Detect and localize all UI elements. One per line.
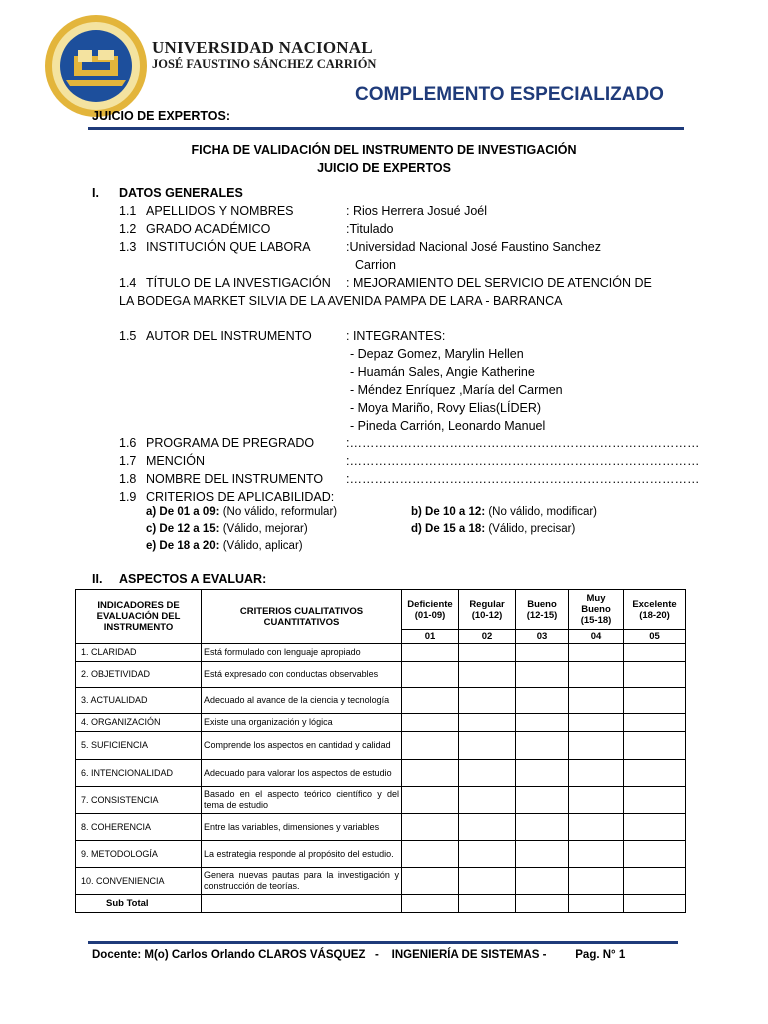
document-title: COMPLEMENTO ESPECIALIZADO <box>355 84 664 105</box>
university-name: UNIVERSIDAD NACIONAL <box>152 38 373 57</box>
score-cell[interactable] <box>624 895 686 913</box>
field-num: 1.7 <box>119 454 137 468</box>
score-cell[interactable] <box>402 644 459 662</box>
scale-code: 05 <box>624 630 686 644</box>
criterio-cell: Basado en el aspecto teórico científico y del tema de estudio <box>202 787 402 814</box>
score-cell[interactable] <box>459 787 516 814</box>
field-label: TÍTULO DE LA INVESTIGACIÓN <box>146 276 331 290</box>
field-num: 1.2 <box>119 222 137 236</box>
score-cell[interactable] <box>516 760 569 787</box>
field-value: : MEJORAMIENTO DEL SERVICIO DE ATENCIÓN DE <box>346 276 652 290</box>
indicador-cell: 1. CLARIDAD <box>76 644 202 662</box>
score-cell[interactable] <box>624 760 686 787</box>
score-cell[interactable] <box>624 644 686 662</box>
score-cell[interactable] <box>624 714 686 732</box>
footer-text: Docente: M(o) Carlos Orlando CLAROS VÁSQUEZ - INGENIERÍA DE SISTEMAS - Pag. N° 1 <box>92 949 626 961</box>
scale-code: 02 <box>459 630 516 644</box>
score-cell[interactable] <box>516 714 569 732</box>
header-scale: Deficiente (01-09) <box>402 590 459 630</box>
score-cell[interactable] <box>402 841 459 868</box>
score-cell[interactable] <box>402 760 459 787</box>
indicador-cell: 4. ORGANIZACIÓN <box>76 714 202 732</box>
form-title-line1: FICHA DE VALIDACIÓN DEL INSTRUMENTO DE INVESTIGACIÓN <box>191 143 577 157</box>
score-cell[interactable] <box>459 688 516 714</box>
field-label: MENCIÓN <box>146 454 206 468</box>
score-cell[interactable] <box>459 662 516 688</box>
scale-code: 03 <box>516 630 569 644</box>
score-cell[interactable] <box>516 644 569 662</box>
field-num: 1.8 <box>119 472 137 486</box>
score-cell[interactable] <box>569 787 624 814</box>
criterio-item: b) De 10 a 12: (No válido, modificar) <box>411 506 597 518</box>
score-cell[interactable] <box>459 714 516 732</box>
score-cell[interactable] <box>569 688 624 714</box>
score-cell[interactable] <box>459 841 516 868</box>
table-row <box>76 662 686 688</box>
field-label: NOMBRE DEL INSTRUMENTO <box>146 472 324 486</box>
score-cell[interactable] <box>516 868 569 895</box>
score-cell[interactable] <box>402 688 459 714</box>
score-cell[interactable] <box>402 714 459 732</box>
evaluation-table <box>75 589 686 913</box>
score-cell[interactable] <box>569 732 624 760</box>
score-cell[interactable] <box>569 760 624 787</box>
field-num: 1.9 <box>119 490 137 504</box>
criterio-cell: Comprende los aspectos en cantidad y calidad <box>202 732 402 760</box>
score-cell[interactable] <box>402 895 459 913</box>
table-row <box>76 732 686 760</box>
criterio-cell: Entre las variables, dimensiones y variables <box>202 814 402 841</box>
score-cell[interactable] <box>624 814 686 841</box>
score-cell[interactable] <box>516 732 569 760</box>
integrante-item: - Depaz Gomez, Marylin Hellen <box>350 347 524 361</box>
score-cell[interactable] <box>624 732 686 760</box>
score-cell[interactable] <box>459 814 516 841</box>
criterio-cell: Adecuado al avance de la ciencia y tecnología <box>202 688 402 714</box>
score-cell[interactable] <box>402 787 459 814</box>
score-cell[interactable] <box>459 895 516 913</box>
section-number: I. <box>92 186 99 200</box>
criterio-item: a) De 01 a 09: (No válido, reformular) <box>146 506 338 518</box>
score-cell[interactable] <box>516 841 569 868</box>
university-seal-logo <box>44 14 148 118</box>
table-row <box>76 760 686 787</box>
score-cell[interactable] <box>516 895 569 913</box>
criterio-item: d) De 15 a 18: (Válido, precisar) <box>411 523 576 535</box>
field-value: : INTEGRANTES: <box>346 329 446 343</box>
section-title: ASPECTOS A EVALUAR: <box>119 572 267 586</box>
score-cell[interactable] <box>569 841 624 868</box>
indicador-cell: 5. SUFICIENCIA <box>76 732 202 760</box>
score-cell[interactable] <box>624 787 686 814</box>
criterio-item: e) De 18 a 20: (Válido, aplicar) <box>146 540 303 552</box>
indicador-cell: 9. METODOLOGÍA <box>76 841 202 868</box>
field-num: 1.6 <box>119 436 137 450</box>
field-num: 1.4 <box>119 276 137 290</box>
criterio-cell: Genera nuevas pautas para la investigación y construcción de teorías. <box>202 868 402 895</box>
header-scale: Bueno (12-15) <box>516 590 569 630</box>
field-label: PROGRAMA DE PREGRADO <box>146 436 315 450</box>
score-cell[interactable] <box>624 662 686 688</box>
score-cell[interactable] <box>569 644 624 662</box>
score-cell[interactable] <box>459 760 516 787</box>
table-row <box>76 868 686 895</box>
subtotal-label: Sub Total <box>76 895 202 913</box>
scale-code: 01 <box>402 630 459 644</box>
subtotal-blank <box>202 895 402 913</box>
integrante-item: - Huamán Sales, Angie Katherine <box>350 365 535 379</box>
criterio-cell: La estrategia responde al propósito del estudio. <box>202 841 402 868</box>
indicador-cell: 7. CONSISTENCIA <box>76 787 202 814</box>
field-label: AUTOR DEL INSTRUMENTO <box>146 329 312 343</box>
header-divider <box>88 127 684 130</box>
table-row <box>76 814 686 841</box>
field-value: :Titulado <box>346 222 394 236</box>
score-cell[interactable] <box>569 868 624 895</box>
criterio-cell: Está expresado con conductas observables <box>202 662 402 688</box>
table-row <box>76 714 686 732</box>
field-num: 1.1 <box>119 204 137 218</box>
field-blank: :………………………………………………………………………… <box>346 454 700 468</box>
score-cell[interactable] <box>516 787 569 814</box>
field-label: GRADO ACADÉMICO <box>146 222 271 236</box>
field-blank: :………………………………………………………………………… <box>346 472 700 486</box>
table-row <box>76 688 686 714</box>
field-num: 1.3 <box>119 240 137 254</box>
score-cell[interactable] <box>569 714 624 732</box>
score-cell[interactable] <box>569 814 624 841</box>
score-cell[interactable] <box>459 644 516 662</box>
integrante-item: - Méndez Enríquez ,María del Carmen <box>350 383 563 397</box>
university-subname: JOSÉ FAUSTINO SÁNCHEZ CARRIÓN <box>152 57 377 71</box>
score-cell[interactable] <box>516 688 569 714</box>
score-cell[interactable] <box>402 732 459 760</box>
table-row <box>76 841 686 868</box>
field-value: : Rios Herrera Josué Joél <box>346 204 488 218</box>
score-cell[interactable] <box>516 662 569 688</box>
score-cell[interactable] <box>459 868 516 895</box>
indicador-cell: 10. CONVENIENCIA <box>76 868 202 895</box>
header-criterios: CRITERIOS CUALITATIVOS CUANTITATIVOS <box>202 590 402 644</box>
section-number: II. <box>92 572 103 586</box>
field-label: INSTITUCIÓN QUE LABORA <box>146 240 311 254</box>
field-blank: :………………………………………………………………………… <box>346 436 700 450</box>
score-cell[interactable] <box>459 732 516 760</box>
indicador-cell: 2. OBJETIVIDAD <box>76 662 202 688</box>
subtotal-row <box>76 895 686 913</box>
field-value: :Universidad Nacional José Faustino Sanchez <box>346 240 601 254</box>
integrante-item: - Moya Mariño, Rovy Elias(LÍDER) <box>350 401 542 415</box>
scale-code: 04 <box>569 630 624 644</box>
integrante-item: - Pineda Carrión, Leonardo Manuel <box>350 419 546 433</box>
score-cell[interactable] <box>624 688 686 714</box>
score-cell[interactable] <box>402 662 459 688</box>
field-num: 1.5 <box>119 329 137 343</box>
score-cell[interactable] <box>624 868 686 895</box>
field-value-continued: Carrion <box>355 258 396 272</box>
section-title: DATOS GENERALES <box>119 186 243 200</box>
criterio-cell: Está formulado con lenguaje apropiado <box>202 644 402 662</box>
table-row <box>76 787 686 814</box>
table-row <box>76 644 686 662</box>
header-indicadores: INDICADORES DE EVALUACIÓN DEL INSTRUMENTO <box>76 590 202 644</box>
score-cell[interactable] <box>402 814 459 841</box>
field-value-continued: LA BODEGA MARKET SILVIA DE LA AVENIDA PAMPA DE LARA - BARRANCA <box>119 294 563 308</box>
indicador-cell: 3. ACTUALIDAD <box>76 688 202 714</box>
field-label: CRITERIOS DE APLICABILIDAD: <box>146 490 335 504</box>
header-scale: Excelente (18-20) <box>624 590 686 630</box>
score-cell[interactable] <box>402 868 459 895</box>
field-label: APELLIDOS Y NOMBRES <box>146 204 294 218</box>
indicador-cell: 8. COHERENCIA <box>76 814 202 841</box>
document-subtitle: JUICIO DE EXPERTOS: <box>92 109 230 123</box>
criterio-cell: Adecuado para valorar los aspectos de estudio <box>202 760 402 787</box>
score-cell[interactable] <box>516 814 569 841</box>
indicador-cell: 6. INTENCIONALIDAD <box>76 760 202 787</box>
header-scale: Muy Bueno (15-18) <box>569 590 624 630</box>
form-title-line2: JUICIO DE EXPERTOS <box>317 161 451 175</box>
footer-divider <box>88 941 678 944</box>
score-cell[interactable] <box>569 895 624 913</box>
criterio-item: c) De 12 a 15: (Válido, mejorar) <box>146 523 308 535</box>
header-scale: Regular (10-12) <box>459 590 516 630</box>
criterio-cell: Existe una organización y lógica <box>202 714 402 732</box>
score-cell[interactable] <box>569 662 624 688</box>
score-cell[interactable] <box>624 841 686 868</box>
